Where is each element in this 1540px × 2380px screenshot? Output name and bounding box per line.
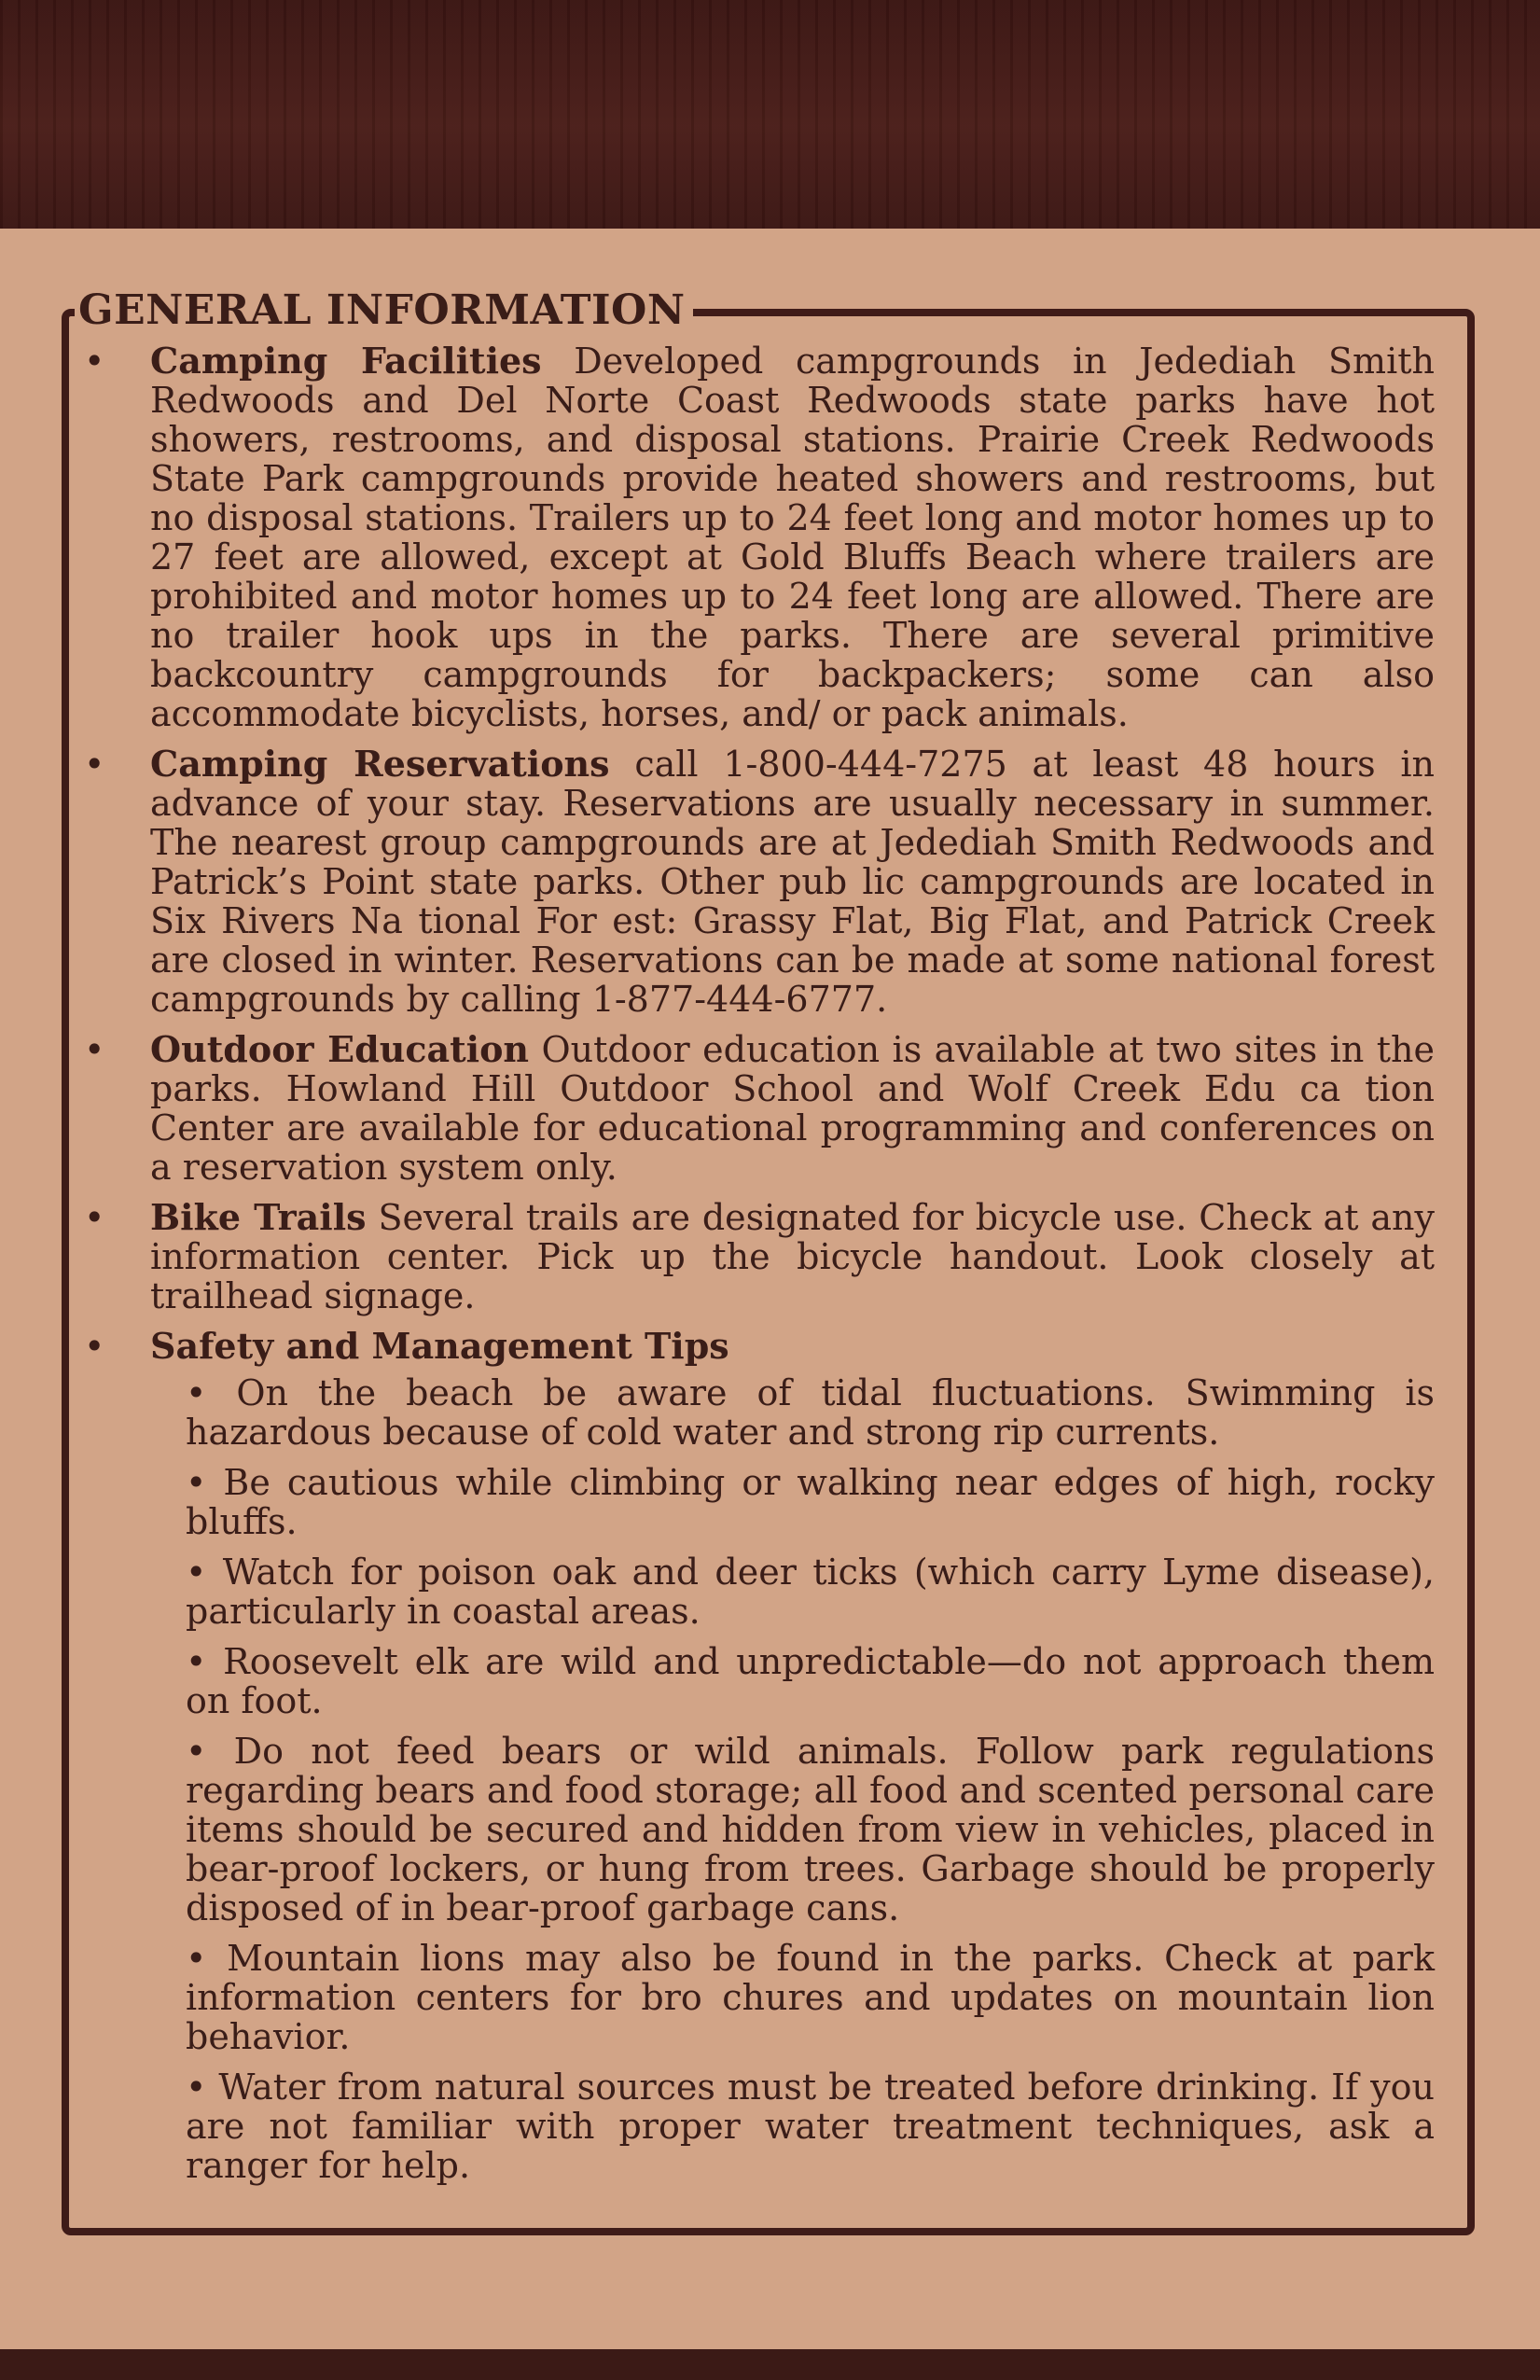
- list-item-outdoor-education: [75, 1030, 1435, 1187]
- safety-tip: • Watch for poison oak and deer ticks (which carry Lyme disease), particularly in coastal areas.: [186, 1552, 1435, 1632]
- safety-tip: • Water from natural sources must be treated before drinking. If you are not familiar with proper water treatment techniques, ask a ranger for help.: [186, 2067, 1435, 2186]
- list-item-camping-reservations: [75, 745, 1435, 1019]
- item-text: Several trails are designated for bicycle use. Check at any information center. Pick up the bicycle handout. Look closely at trailhead signage.: [150, 1197, 1435, 1316]
- item-heading: Safety and Management Tips: [150, 1325, 729, 1367]
- bullet-icon: •: [84, 744, 105, 785]
- info-content: [75, 341, 1435, 2196]
- item-heading: Camping Reservations: [150, 743, 610, 785]
- bullet-icon: •: [84, 1326, 105, 1367]
- safety-tips-list: [186, 1373, 1435, 2185]
- item-text: call 1-800-444-7275 at least 48 hours in advance of your stay. Reservations are usually necessary in summer. The nearest group campgrounds are at Jedediah Smith Redwoods and Patrick’s Point state parks. Other pub lic campgrounds are located in Six Rivers Na tional For est: Grassy Flat, Big Flat, and Patrick Creek are closed in winter. Reservations can be made at some national forest campgrounds by calling 1-877-444-6777.: [150, 744, 1435, 1020]
- header-wood-band: [0, 0, 1540, 229]
- list-item-bike-trails: [75, 1198, 1435, 1315]
- item-heading: Outdoor Education: [150, 1028, 530, 1070]
- bullet-icon: •: [84, 1029, 105, 1070]
- safety-tip: • Be cautious while climbing or walking near edges of high, rocky bluffs.: [186, 1462, 1435, 1542]
- bullet-icon: •: [84, 341, 105, 382]
- list-item-safety-tips: [75, 1327, 1435, 2185]
- section-title: GENERAL INFORMATION: [75, 287, 693, 334]
- safety-tip: • Do not feed bears or wild animals. Follow park regulations regarding bears and food storage; all food and scented personal care items should be secured and hidden from view in vehicles, placed in bear-proof lockers, or hung from trees. Garbage should be properly disposed of in bear-proof garbage cans.: [186, 1731, 1435, 1928]
- safety-tip: • Roosevelt elk are wild and unpredictable—do not approach them on foot.: [186, 1641, 1435, 1721]
- item-text: Outdoor education is available at two sites in the parks. Howland Hill Outdoor School and Wolf Creek Edu ca tion Center are available for educational programming and conferences on a reservation system only.: [150, 1029, 1435, 1188]
- safety-tip: • On the beach be aware of tidal fluctuations. Swimming is hazardous because of cold water and strong rip currents.: [186, 1372, 1435, 1453]
- safety-tip: • Mountain lions may also be found in the parks. Check at park information centers for bro chures and updates on mountain lion behavior.: [186, 1938, 1435, 2057]
- item-heading: Bike Trails: [150, 1196, 367, 1238]
- item-text: Developed campgrounds in Jedediah Smith Redwoods and Del Norte Coast Redwoods state parks have hot showers, restrooms, and disposal stations. Prairie Creek Redwoods State Park campgrounds provide heated showers and restrooms, but no disposal stations. Trailers up to 24 feet long and motor homes up to 27 feet are allowed, except at Gold Bluffs Beach where trailers are prohibited and motor homes up to 24 feet long are allowed. There are no trailer hook ups in the parks. There are several primitive backcountry campgrounds for backpackers; some can also accommodate bicyclists, horses, and/ or pack animals.: [150, 341, 1435, 734]
- item-heading: Camping Facilities: [150, 340, 542, 382]
- bullet-icon: •: [84, 1197, 105, 1238]
- footer-band: [0, 2349, 1540, 2380]
- list-item-camping-facilities: [75, 341, 1435, 733]
